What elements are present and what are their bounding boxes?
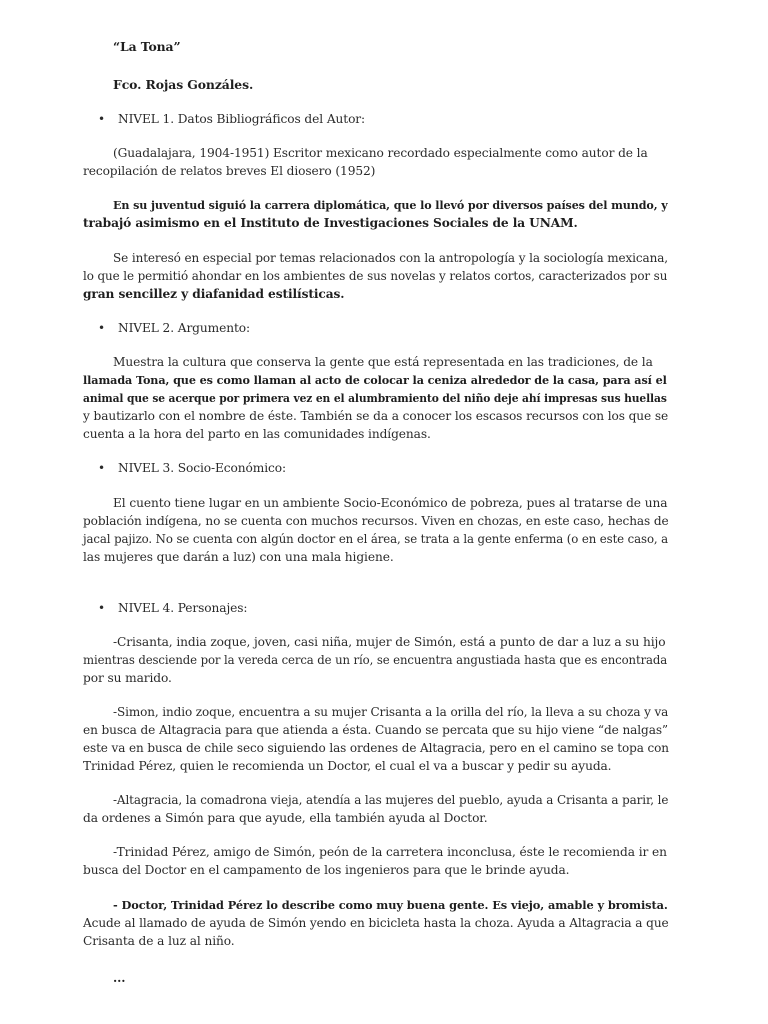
bullet-icon: • [98, 461, 106, 475]
section-heading-1: NIVEL 1. Datos Bibliográficos del Autor: [118, 112, 366, 126]
bullet-icon: • [98, 601, 106, 615]
paragraph-line: gran sencillez y diafanidad estilísticas. [83, 287, 345, 301]
paragraph-line: da ordenes a Simón para que ayude, ella también ayuda al Doctor. [83, 811, 488, 825]
paragraph-line: El cuento tiene lugar en un ambiente Socio-Económico de pobreza, pues al tratarse de una [113, 496, 668, 510]
document-title: “La Tona” [113, 39, 181, 54]
paragraph-line: mientras desciende por la vereda cerca de un río, se encuentra angustiada hasta que es encontrada [83, 653, 668, 667]
bullet-icon: • [98, 112, 106, 126]
ellipsis: ... [113, 971, 126, 985]
paragraph-line: Trinidad Pérez, quien le recomienda un Doctor, el cual el va a buscar y pedir su ayuda. [83, 759, 612, 773]
paragraph-line: llamada Tona, que es como llaman al acto de colocar la ceniza alrededor de la casa, para así el [83, 373, 667, 387]
paragraph-line: - Doctor, Trinidad Pérez lo describe como muy buena gente. Es viejo, amable y bromista. [113, 898, 668, 912]
paragraph-line: recopilación de relatos breves El diosero (1952) [83, 164, 376, 178]
paragraph-line: -Trinidad Pérez, amigo de Simón, peón de la carretera inconclusa, éste le recomienda ir en [113, 845, 667, 859]
paragraph-line: -Altagracia, la comadrona vieja, atendía a las mujeres del pueblo, ayuda a Crisanta a parir, le [113, 793, 669, 807]
paragraph-line: cuenta a la hora del parto en las comunidades indígenas. [83, 427, 431, 441]
bullet-icon: • [98, 321, 106, 335]
paragraph-line: (Guadalajara, 1904-1951) Escritor mexicano recordado especialmente como autor de la [113, 146, 648, 160]
paragraph-line: las mujeres que darán a luz) con una mala higiene. [83, 550, 394, 564]
paragraph-line: busca del Doctor en el campamento de los ingenieros para que le brinde ayuda. [83, 863, 570, 877]
paragraph-line: en busca de Altagracia para que atienda a ésta. Cuando se percata que su hijo viene “de nalgas” [83, 723, 669, 737]
paragraph-line: Acude al llamado de ayuda de Simón yendo en bicicleta hasta la choza. Ayuda a Altagracia a que [83, 916, 669, 930]
paragraph-line: En su juventud siguió la carrera diplomática, que lo llevó por diversos países del mundo, y [113, 199, 668, 212]
paragraph-line: población indígena, no se cuenta con muchos recursos. Viven en chozas, en este caso, hechas de [83, 514, 669, 528]
paragraph-line: Crisanta de a luz al niño. [83, 934, 235, 948]
paragraph-line: Muestra la cultura que conserva la gente que está representada en las tradiciones, de la [113, 355, 653, 369]
paragraph-line: Se interesó en especial por temas relacionados con la antropología y la sociología mexicana, [113, 251, 668, 265]
paragraph-line: trabajó asimismo en el Instituto de Investigaciones Sociales de la UNAM. [83, 216, 578, 230]
paragraph-line: -Crisanta, india zoque, joven, casi niña, mujer de Simón, está a punto de dar a luz a su hijo [113, 635, 666, 649]
paragraph-line: -Simon, indio zoque, encuentra a su mujer Crisanta a la orilla del río, la lleva a su choza y va [113, 705, 669, 719]
section-heading-3: NIVEL 3. Socio-Económico: [118, 461, 286, 475]
paragraph-line: jacal pajizo. No se cuenta con algún doctor en el área, se trata a la gente enferma (o en este caso, a [83, 532, 669, 546]
section-heading-4: NIVEL 4. Personajes: [118, 601, 248, 615]
paragraph-line: este va en busca de chile seco siguiendo las ordenes de Altagracia, pero en el camino se topa con [83, 741, 669, 755]
paragraph-line: y bautizarlo con el nombre de éste. También se da a conocer los escasos recursos con los que se [83, 409, 669, 423]
paragraph-line: por su marido. [83, 671, 172, 685]
paragraph-line: animal que se acerque por primera vez en el alumbramiento del niño deje ahí impresas sus huellas [83, 392, 667, 405]
document-author: Fco. Rojas Gonzáles. [113, 77, 254, 92]
section-heading-2: NIVEL 2. Argumento: [118, 321, 250, 335]
paragraph-line: lo que le permitió ahondar en los ambientes de sus novelas y relatos cortos, caracterizados por su [83, 269, 668, 283]
